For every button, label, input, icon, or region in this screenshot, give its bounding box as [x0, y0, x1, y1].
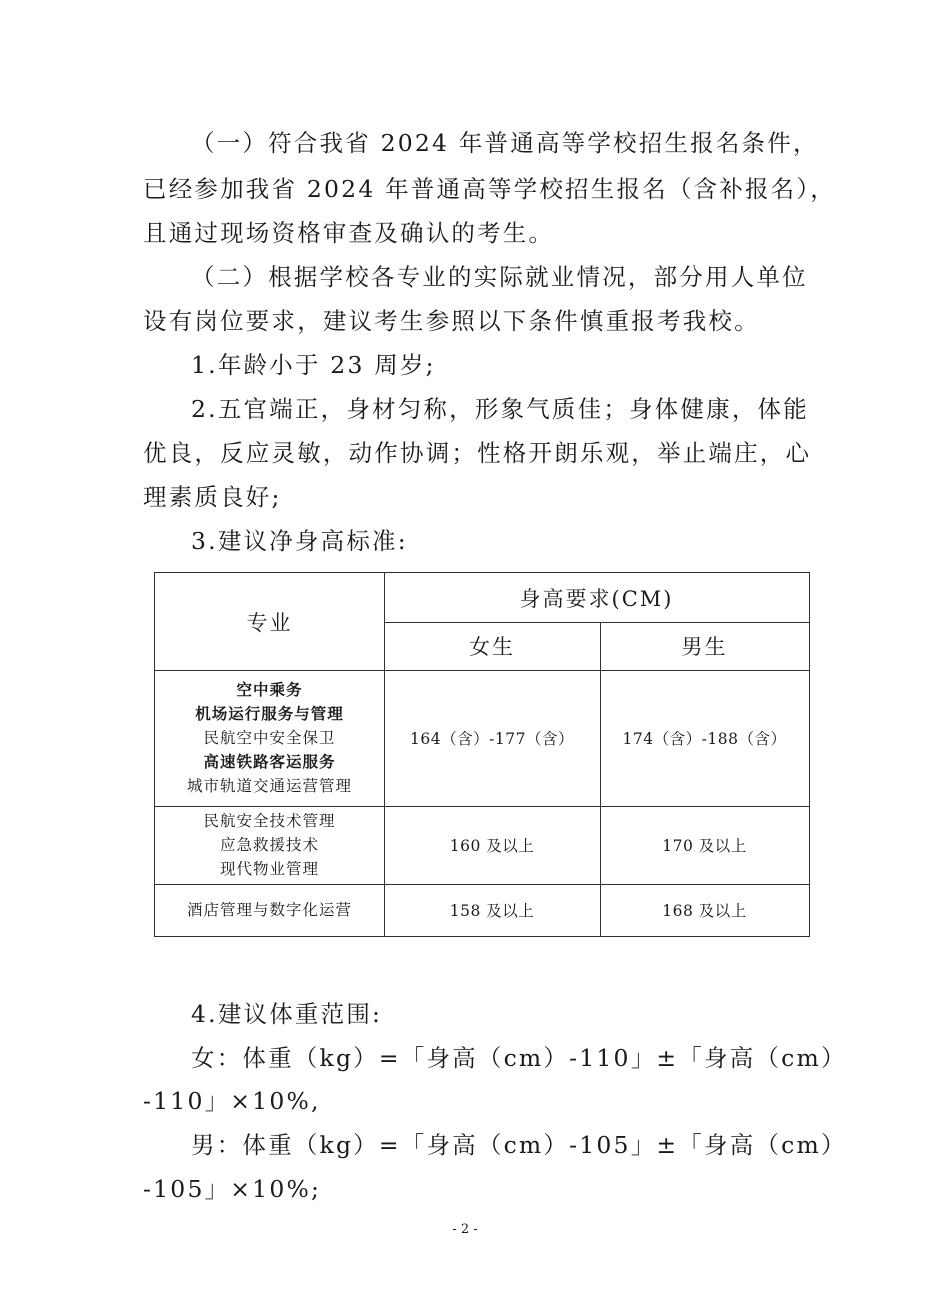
header-male: 男生	[681, 635, 728, 659]
major-name: 应急救援技术	[219, 836, 319, 854]
row-1-female: 164（含）-177（含）	[410, 730, 574, 748]
weight-male-line-1: 男：体重（kg）=「身高（cm）-105」±「身高（cm）	[191, 1131, 847, 1159]
major-name: 现代物业管理	[219, 860, 319, 878]
major-name: 民航空中安全保卫	[203, 729, 336, 747]
header-height: 身高要求(CM)	[519, 586, 674, 611]
row-1-male: 174（含）-188（含）	[622, 730, 787, 748]
paragraph-1-line-2: 已经参加我省 2024 年普通高等学校招生报名（含补报名），	[143, 175, 836, 203]
header-female: 女生	[469, 635, 515, 659]
item-appearance-line-3: 理素质良好;	[143, 483, 282, 511]
weight-male-line-2: -105」×10%;	[143, 1175, 322, 1203]
paragraph-1-line-1: （一）符合我省 2024 年普通高等学校招生报名条件，	[191, 129, 819, 157]
weight-female-line-1: 女：体重（kg）=「身高（cm）-110」±「身高（cm）	[191, 1044, 847, 1072]
weight-female-line-2: -110」×10%,	[143, 1087, 321, 1115]
major-name: 酒店管理与数字化运营	[186, 901, 352, 919]
row-3-male: 168 及以上	[662, 902, 747, 920]
item-age: 1.年龄小于 23 周岁;	[191, 351, 436, 379]
item-height-heading: 3.建议净身高标准:	[191, 527, 408, 555]
paragraph-2-line-1: （二）根据学校各专业的实际就业情况，部分用人单位	[191, 263, 808, 291]
row-3-majors	[155, 884, 384, 936]
major-name: 机场运行服务与管理	[195, 704, 344, 723]
row-2-majors	[155, 806, 384, 884]
row-2-male: 170 及以上	[662, 837, 747, 855]
major-name: 民航安全技术管理	[203, 812, 336, 830]
item-weight-heading: 4.建议体重范围:	[191, 1000, 383, 1028]
row-1-majors	[155, 670, 384, 806]
major-name: 空中乘务	[236, 680, 303, 699]
major-name: 城市轨道交通运营管理	[186, 777, 352, 795]
row-2-female: 160 及以上	[449, 837, 535, 855]
height-requirements-table	[154, 572, 810, 937]
paragraph-1-line-3: 且通过现场资格审查及确认的考生。	[143, 219, 555, 247]
item-appearance-line-2: 优良，反应灵敏，动作协调；性格开朗乐观，举止端庄，心	[143, 439, 812, 467]
paragraph-2-line-2: 设有岗位要求，建议考生参照以下条件慎重报考我校。	[143, 307, 760, 335]
header-major: 专业	[246, 610, 293, 635]
major-name: 高速铁路客运服务	[203, 752, 336, 771]
row-3-female: 158 及以上	[449, 902, 535, 920]
item-appearance-line-1: 2.五官端正，身材匀称，形象气质佳；身体健康，体能	[191, 395, 809, 423]
page-number: - 2 -	[452, 1222, 478, 1237]
